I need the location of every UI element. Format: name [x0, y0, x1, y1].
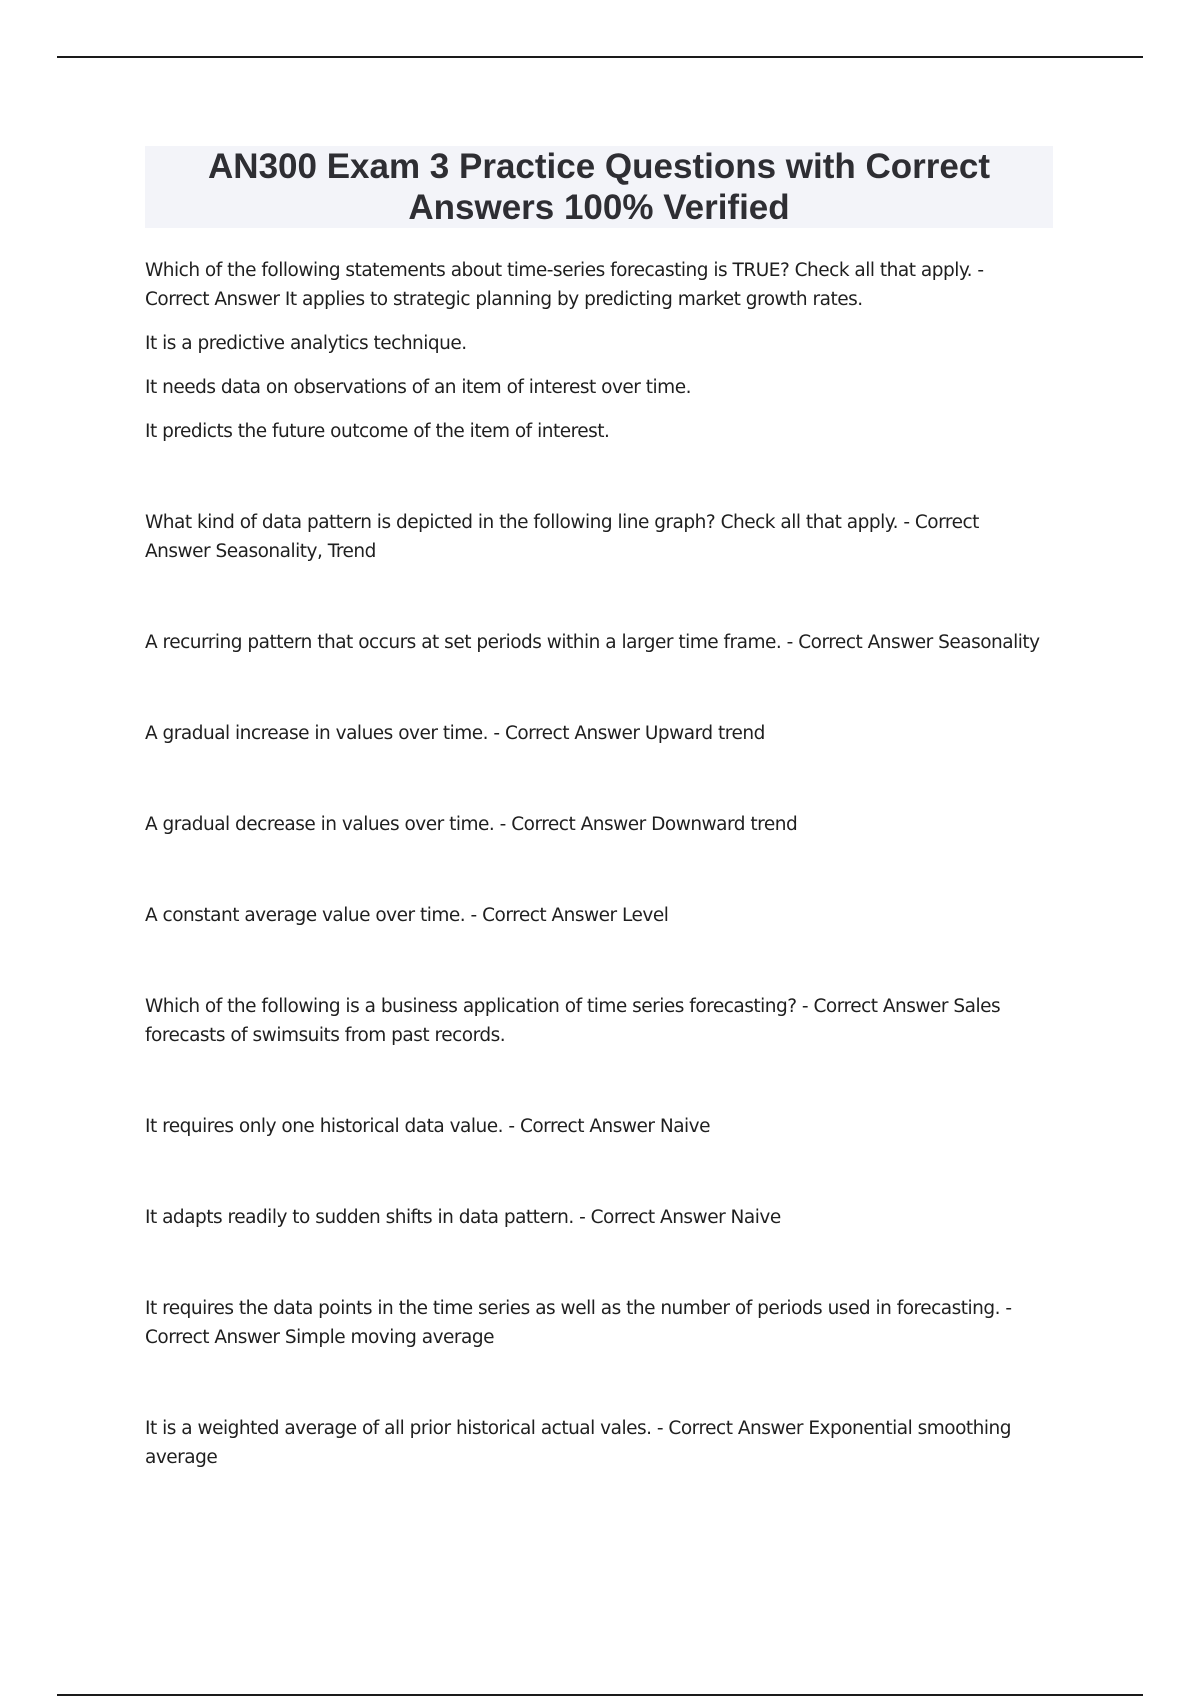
qa-text: It adapts readily to sudden shifts in data pattern. - Correct Answer Naive	[145, 1207, 781, 1228]
title-banner	[145, 146, 1053, 228]
qa-item	[145, 719, 1045, 748]
qa-item	[145, 1414, 1045, 1472]
qa-text: It predicts the future outcome of the item of interest.	[145, 421, 610, 442]
qa-text: It requires the data points in the time series as well as the number of periods used in forecasting. - Correct Answer Simple moving average	[145, 1298, 1012, 1348]
qa-item	[145, 1203, 1045, 1232]
qa-item	[145, 810, 1045, 839]
qa-item	[145, 628, 1045, 657]
qa-text: It requires only one historical data value. - Correct Answer Naive	[145, 1116, 711, 1137]
qa-text: It is a weighted average of all prior historical actual vales. - Correct Answer Exponential smoothing average	[145, 1418, 1012, 1468]
qa-text: It is a predictive analytics technique.	[145, 333, 467, 354]
bottom-divider	[57, 1694, 1143, 1696]
qa-text: What kind of data pattern is depicted in the following line graph? Check all that apply. - Correct Answer Seasonality, Trend	[145, 512, 979, 562]
qa-text: A constant average value over time. - Correct Answer Level	[145, 905, 669, 926]
qa-item	[145, 508, 1045, 566]
qa-item	[145, 1112, 1045, 1141]
qa-text: Which of the following is a business application of time series forecasting? - Correct Answer Sales forecasts of swimsuits from past records.	[145, 996, 1001, 1046]
qa-item	[145, 901, 1045, 930]
qa-text: A recurring pattern that occurs at set periods within a larger time frame. - Correct Answer Seasonality	[145, 632, 1040, 653]
qa-item	[145, 992, 1045, 1050]
qa-item	[145, 1294, 1045, 1352]
qa-text: A gradual decrease in values over time. - Correct Answer Downward trend	[145, 814, 798, 835]
document-title: AN300 Exam 3 Practice Questions with Correct Answers 100% Verified	[208, 147, 990, 227]
qa-list	[145, 256, 1045, 1534]
qa-item	[145, 256, 1045, 446]
qa-text: Which of the following statements about time-series forecasting is TRUE? Check all that apply. - Correct Answer It applies to strategic planning by predicting market growth rates.	[145, 260, 984, 310]
qa-text: A gradual increase in values over time. - Correct Answer Upward trend	[145, 723, 765, 744]
top-divider	[57, 56, 1143, 58]
qa-text: It needs data on observations of an item of interest over time.	[145, 377, 691, 398]
